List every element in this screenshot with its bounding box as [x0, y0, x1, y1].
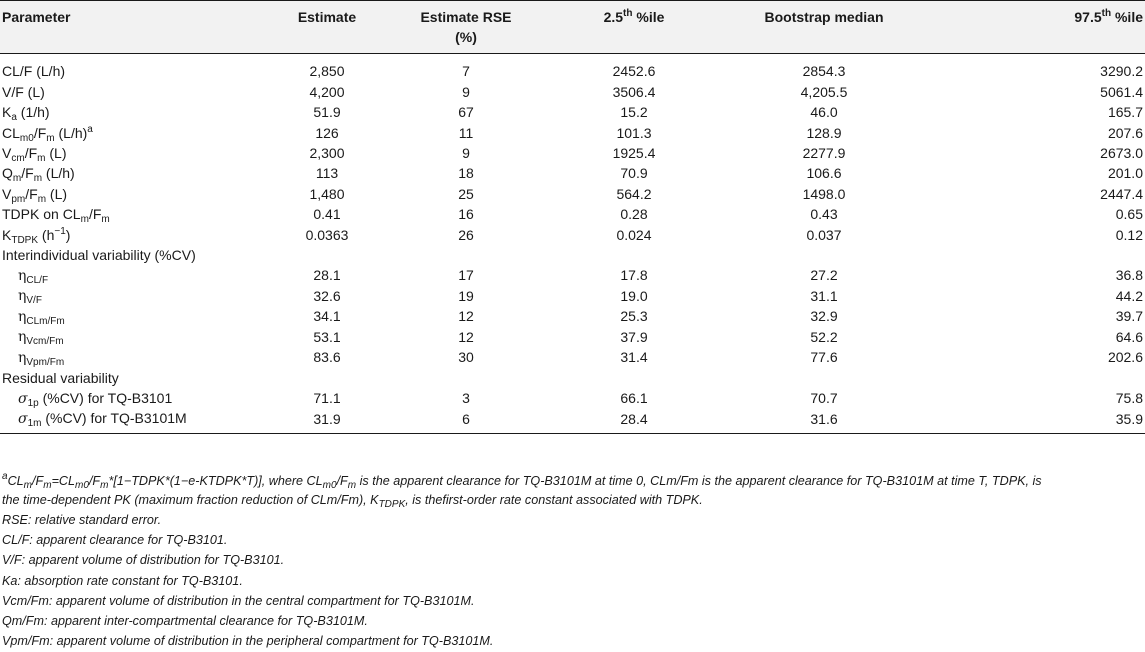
header-97.5-number: 97.5 [1074, 9, 1102, 25]
row-label-ka: $K_a$ (1/h) [2, 104, 50, 124]
cell-estimate: 4,200 [309, 83, 345, 100]
table-row [0, 348, 1145, 369]
cell-p97-5: 201.0 [1107, 165, 1143, 182]
cell-rse: 7 [462, 63, 470, 80]
cell-median: 106.6 [806, 165, 842, 182]
table-row [0, 205, 1145, 225]
cell-p97-5: 36.8 [1115, 267, 1143, 284]
cell-p2-5: 70.9 [620, 165, 648, 182]
cell-estimate: 83.6 [313, 349, 341, 366]
footnote-clf: CL/F: apparent clearance for TQ-B3101. [2, 533, 228, 548]
row-label-tdpk: TDPK on $CL_m/F_m$ [2, 206, 110, 226]
cell-median: 1498.0 [802, 185, 846, 202]
cell-rse: 3 [462, 390, 470, 407]
cell-rse: 6 [372, 409, 560, 433]
cell-rse: 16 [458, 206, 474, 223]
row-label-vpm-fm: $V_{pm}/F_m$ (L) [2, 185, 68, 205]
cell-estimate: 28.1 [313, 267, 341, 284]
cell-rse: 9 [462, 83, 470, 100]
cell-p2-5: 19.0 [620, 287, 648, 304]
header-rse-line2: (%) [455, 28, 477, 45]
table-row [0, 123, 1145, 143]
row-label-vf: V/F (L) [2, 83, 45, 100]
cell-median: 52.2 [810, 328, 838, 345]
cell-estimate: 0.0363 [305, 226, 349, 243]
cell-estimate: 2,850 [309, 63, 345, 80]
header-bootstrap-median: Bootstrap median [708, 1, 940, 54]
cell-rse: 17 [458, 267, 474, 284]
residual-heading: Residual variability [2, 369, 119, 386]
table-row [0, 266, 1145, 287]
cell-p97-5: 0.12 [1115, 226, 1143, 243]
table-row [0, 286, 1145, 307]
cell-rse: 25 [458, 185, 474, 202]
cell-p2-5: 28.4 [560, 409, 708, 433]
table-row [0, 389, 1145, 410]
table-row [0, 164, 1145, 184]
table-row [0, 82, 1145, 102]
cell-rse: 67 [458, 104, 474, 121]
cell-estimate: 126 [315, 124, 339, 141]
cell-p97-5: 44.2 [1115, 287, 1143, 304]
footnote-ka: Ka: absorption rate constant for TQ-B3101. [2, 573, 243, 588]
header-row [0, 1, 1145, 54]
table-row [0, 144, 1145, 164]
cell-p2-5: 1925.4 [612, 145, 656, 161]
header-2.5-percentile [560, 1, 708, 54]
cell-median: 2277.9 [802, 145, 846, 161]
cell-rse: 9 [462, 145, 470, 161]
header-2.5-suffix: %ile [632, 9, 665, 25]
cell-estimate: 71.1 [313, 390, 341, 407]
cell-p2-5: 0.28 [620, 206, 648, 223]
iiv-heading: Interindividual variability (%CV) [2, 246, 196, 263]
table-row [0, 307, 1145, 328]
cell-p97-5: 202.6 [1107, 349, 1143, 366]
table-footnotes [2, 472, 1142, 651]
cell-median: 4,205.5 [800, 83, 848, 100]
row-label-sigma-1p: $\sigma_{1p}$ (%CV) for TQ-B3101 [18, 389, 173, 409]
cell-p97-5: 0.65 [1115, 206, 1143, 223]
cell-p2-5: 101.3 [616, 124, 652, 141]
table-row [0, 225, 1145, 245]
cell-median: 31.1 [810, 287, 838, 304]
header-2.5-number: 2.5 [603, 9, 624, 25]
cell-p97-5: 35.9 [940, 409, 1145, 433]
cell-p97-5: 2673.0 [1100, 145, 1143, 161]
cell-rse: 12 [458, 328, 474, 345]
cell-median: 0.43 [810, 206, 838, 223]
cell-median: 2854.3 [802, 63, 846, 80]
cell-p2-5: 2452.6 [612, 63, 656, 80]
cell-median: 31.6 [708, 409, 940, 433]
footnote-a: $^aCL_m/F_m=CL_{m0}/F_m*[1-TDPK*(1-e-KTDPK*T)]$, where $CL_{m0}/F_m$ is the apparent clearance for TQ-B3101M at time 0, CLm/Fm is the apparent clearance for TQ-B3101M at time T, TDPK, is [2, 471, 1042, 491]
cell-rse: 26 [458, 226, 474, 243]
cell-estimate: 2,300 [309, 145, 345, 161]
cell-median: 27.2 [810, 267, 838, 284]
table-row [0, 62, 1145, 82]
footnote-vpm: Vpm/Fm: apparent volume of distribution in the peripheral compartment for TQ-B3101M. [2, 634, 494, 649]
cell-rse: 30 [458, 349, 474, 366]
cell-p2-5: 66.1 [620, 390, 648, 407]
cell-p97-5: 165.7 [1107, 104, 1143, 121]
row-label-sigma-1m: $\sigma_{1m}$ (%CV) for TQ-B3101M [0, 409, 282, 433]
row-label-eta-vf: $\eta_{V/F}$ [18, 288, 42, 307]
cell-p97-5: 5061.4 [1100, 83, 1143, 100]
cell-p97-5: 2447.4 [1100, 185, 1143, 202]
cell-estimate: 34.1 [313, 308, 341, 325]
cell-p97-5: 207.6 [1107, 124, 1143, 141]
row-label-clm0-fm: $CL_{m0}/F_m$ $(L/h)^a$ [2, 123, 93, 144]
cell-rse: 19 [458, 287, 474, 304]
cell-median: 128.9 [806, 124, 842, 141]
cell-estimate: 32.6 [313, 287, 341, 304]
header-rse-line1: Estimate RSE [420, 9, 512, 25]
cell-estimate: 1,480 [309, 185, 345, 202]
header-97.5-suffix: %ile [1111, 9, 1143, 25]
cell-rse: 11 [458, 124, 474, 141]
cell-estimate: 53.1 [313, 328, 341, 345]
row-label-clf: CL/F (L/h) [2, 63, 66, 80]
cell-p2-5: 0.024 [616, 226, 652, 243]
cell-p2-5: 31.4 [620, 349, 648, 366]
cell-p97-5: 39.7 [1115, 308, 1143, 325]
cell-median: 46.0 [810, 104, 838, 121]
table-row [0, 103, 1145, 123]
footnote-qm: Qm/Fm: apparent inter-compartmental clearance for TQ-B3101M. [2, 614, 368, 629]
row-label-eta-vpm-fm: $\eta_{Vpm/Fm}$ [18, 349, 65, 368]
header-estimate: Estimate [282, 1, 372, 54]
footnote-a-line2: the time-dependent PK (maximum fraction reduction of CLm/Fm), $K_{TDPK}$, is thefirst-order rate constant associated with TDPK. [2, 493, 703, 510]
cell-p2-5: 564.2 [616, 185, 652, 202]
header-rse [372, 1, 560, 54]
cell-rse: 12 [458, 308, 474, 325]
header-parameter: Parameter [0, 1, 282, 54]
cell-p2-5: 37.9 [620, 328, 648, 345]
cell-p2-5: 25.3 [620, 308, 648, 325]
section-heading-iiv [0, 246, 1145, 266]
cell-median: 0.037 [806, 226, 842, 243]
table-header [0, 1, 1145, 54]
cell-p2-5: 15.2 [620, 104, 648, 121]
cell-p2-5: 3506.4 [612, 83, 656, 100]
section-heading-residual [0, 368, 1145, 388]
row-label-qm-fm: $Q_m/F_m$ (L/h) [2, 165, 75, 185]
cell-rse: 18 [458, 165, 474, 182]
header-97.5-percentile [940, 1, 1145, 54]
cell-p97-5: 3290.2 [1100, 63, 1143, 80]
cell-p97-5: 75.8 [1115, 390, 1143, 407]
cell-estimate: 31.9 [282, 409, 372, 433]
row-label-eta-clf: $\eta_{CL/F}$ [18, 267, 49, 286]
row-label-eta-clm-fm: $\eta_{CLm/Fm}$ [18, 308, 65, 327]
table-row [0, 409, 1145, 433]
row-label-eta-vcm-fm: $\eta_{Vcm/Fm}$ [18, 329, 64, 348]
table-row [0, 184, 1145, 204]
header-2.5-sup: th [623, 8, 633, 19]
cell-estimate: 113 [315, 165, 339, 182]
header-97.5-sup: th [1101, 8, 1112, 19]
cell-median: 77.6 [810, 349, 838, 366]
table-row [0, 327, 1145, 348]
cell-estimate: 0.41 [313, 206, 341, 223]
cell-p97-5: 64.6 [1115, 328, 1143, 345]
row-label-ktdpk: $K_{TDPK}$ $(h^{-1})$ [2, 225, 71, 246]
table-body [0, 54, 1145, 434]
cell-estimate: 51.9 [313, 104, 341, 121]
row-label-vcm-fm: $V_{cm}/F_m$ (L) [2, 145, 67, 164]
footnote-rse: RSE: relative standard error. [2, 513, 162, 527]
footnote-vf: V/F: apparent volume of distribution for TQ-B3101. [2, 553, 285, 568]
cell-median: 32.9 [810, 308, 838, 325]
cell-median: 70.7 [810, 390, 838, 407]
footnote-vcm: Vcm/Fm: apparent volume of distribution in the central compartment for TQ-B3101M. [2, 593, 475, 608]
cell-p2-5: 17.8 [620, 267, 648, 284]
